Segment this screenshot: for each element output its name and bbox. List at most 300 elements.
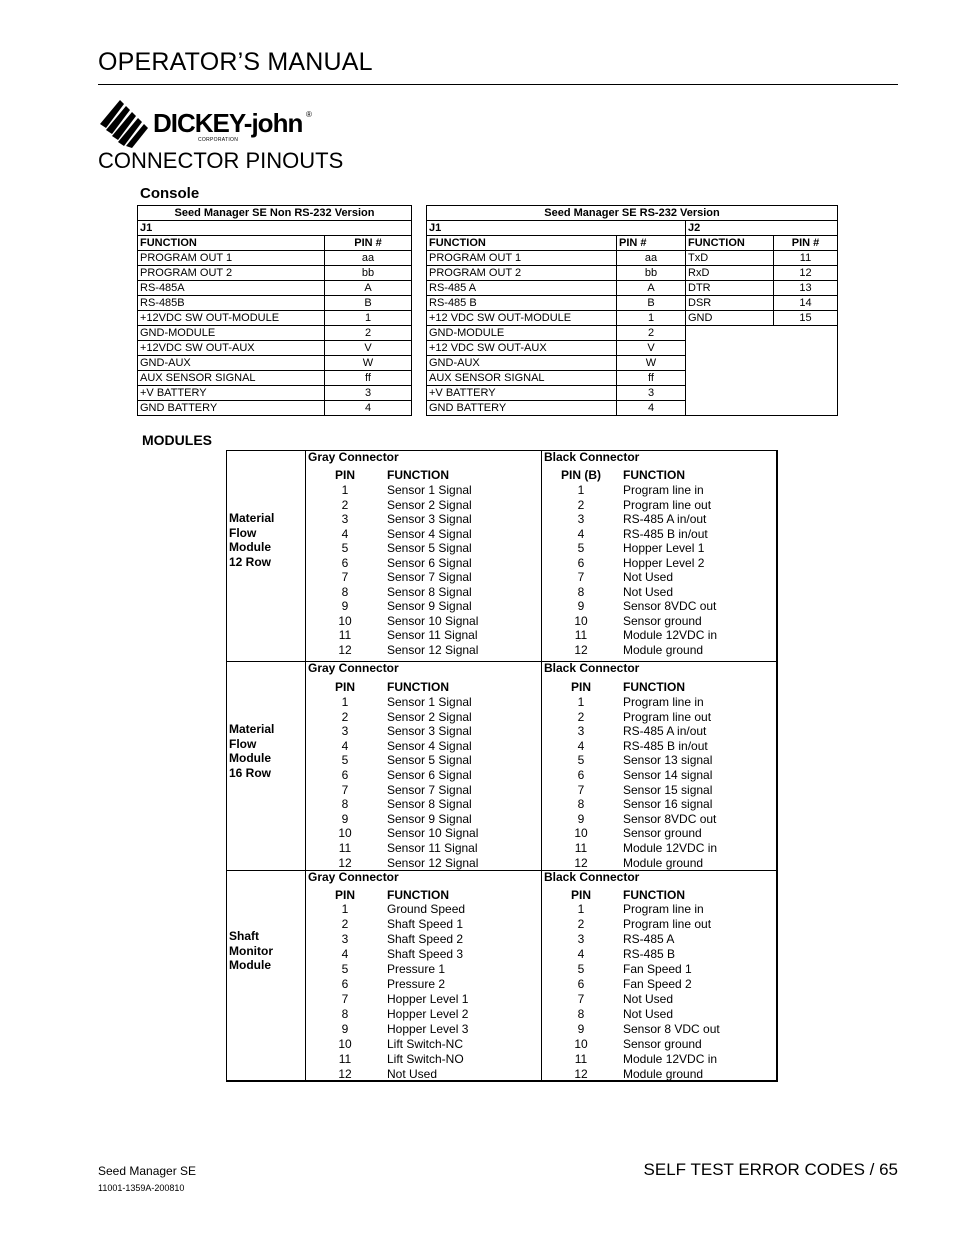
table-title: Seed Manager SE RS-232 Version (427, 206, 838, 221)
pin-cell: V (617, 341, 686, 356)
col-pin: PIN # (617, 236, 686, 251)
function-cell: PROGRAM OUT 2 (138, 266, 325, 281)
pin-cell: 2 (577, 917, 585, 931)
col-function: FUNCTION (138, 236, 325, 251)
black-connector-title: Black Connector (544, 661, 640, 675)
pin-cell: 10 (574, 826, 588, 841)
function-cell: RS-485 B in/out (623, 526, 708, 541)
j2-pin-cell: 11 (774, 251, 838, 266)
pin-cell: 8 (577, 797, 585, 812)
console-non-rs232-table (137, 205, 412, 416)
function-cell: Module 12VDC in (623, 841, 718, 855)
function-cell: Sensor 2 Signal (387, 709, 472, 724)
pin-cell: 3 (617, 386, 686, 401)
pin-cell: 6 (341, 555, 349, 570)
table-row (427, 281, 838, 296)
table-row (138, 371, 412, 386)
function-cell: Sensor 14 signal (623, 768, 713, 782)
function-cell: Module ground (623, 855, 704, 870)
function-cell: PROGRAM OUT 1 (138, 251, 325, 266)
function-cell: PROGRAM OUT 2 (427, 266, 617, 281)
function-cell: +12VDC SW OUT-MODULE (138, 311, 325, 326)
function-cell: Not Used (387, 1067, 438, 1081)
function-cell: Sensor 5 Signal (387, 541, 472, 555)
pin-cell: B (325, 296, 412, 311)
function-cell: Sensor 10 Signal (387, 826, 479, 841)
table-row (227, 498, 777, 512)
function-cell: Sensor ground (623, 1037, 702, 1051)
black-connector-title: Black Connector (544, 450, 640, 464)
connector-j1-label: J1 (427, 221, 686, 236)
function-cell: Hopper Level 3 (387, 1022, 469, 1036)
table-row (227, 614, 777, 628)
module-label-line: Flow (229, 525, 257, 540)
pin-cell: 7 (341, 570, 349, 584)
black-pin-header: PIN (571, 888, 592, 902)
function-cell: Lift Switch-NC (387, 1037, 464, 1051)
footer-product: Seed Manager SE (98, 1164, 197, 1178)
pin-cell: 9 (341, 811, 349, 826)
table-row (427, 296, 838, 311)
table-title: Seed Manager SE Non RS-232 Version (138, 206, 412, 221)
table-row (227, 1052, 777, 1066)
pin-cell: 1 (577, 902, 585, 916)
pin-cell: 4 (577, 947, 585, 961)
table-row (227, 797, 777, 811)
table-row (138, 386, 412, 401)
function-cell: Module ground (623, 1067, 704, 1081)
pin-cell: aa (617, 251, 686, 266)
pin-cell: 5 (341, 962, 349, 976)
pin-cell: 1 (341, 483, 349, 497)
pin-cell: 9 (341, 1022, 349, 1036)
pin-cell: 6 (341, 977, 349, 991)
function-cell: Shaft Speed 2 (387, 932, 464, 946)
function-cell: Sensor 12 Signal (387, 642, 479, 657)
j2-function-cell: DSR (686, 296, 774, 311)
pin-cell: 3 (341, 932, 349, 946)
table-row (227, 710, 777, 724)
pin-cell: 11 (574, 1052, 588, 1066)
pin-cell: 12 (338, 1067, 352, 1081)
pin-cell: 3 (577, 932, 585, 946)
pin-cell: 2 (341, 709, 349, 724)
header-rule (98, 84, 898, 85)
module-label-line: Monitor (229, 943, 273, 958)
pin-cell: 12 (574, 855, 588, 870)
function-cell: GND-AUX (427, 356, 617, 371)
pin-cell: 12 (338, 642, 352, 657)
pin-cell: 12 (574, 1067, 588, 1081)
table-row (227, 724, 777, 738)
function-cell: Sensor 1 Signal (387, 695, 472, 709)
pin-cell: 2 (325, 326, 412, 341)
pin-cell: 4 (325, 401, 412, 416)
gray-function-header: FUNCTION (387, 888, 449, 902)
pin-cell: bb (617, 266, 686, 281)
table-row (227, 1022, 777, 1036)
pin-cell: 9 (577, 1022, 585, 1036)
table-row (227, 1037, 777, 1051)
pin-cell: 4 (341, 738, 349, 753)
pin-cell: A (617, 281, 686, 296)
table-row (138, 266, 412, 281)
function-cell: Hopper Level 2 (387, 1007, 469, 1021)
table-row (227, 1067, 777, 1081)
module-label-line: Flow (229, 736, 257, 751)
function-cell: Module 12VDC in (623, 1052, 718, 1066)
gray-pin-header: PIN (335, 680, 356, 694)
function-cell: RS-485 A in/out (623, 512, 707, 526)
table-row (427, 251, 838, 266)
pin-cell: 4 (341, 526, 349, 541)
module-label-line: 16 Row (229, 765, 272, 780)
table-row (138, 326, 412, 341)
function-cell: Program line in (623, 902, 704, 916)
manual-title: OPERATOR’S MANUAL (98, 48, 373, 76)
table-row (138, 281, 412, 296)
function-cell: Program line out (623, 917, 712, 931)
pin-cell: 5 (577, 753, 585, 768)
pin-cell: 2 (341, 917, 349, 931)
function-cell: Sensor 8VDC out (623, 599, 717, 613)
pin-cell: W (617, 356, 686, 371)
function-cell: GND-AUX (138, 356, 325, 371)
function-cell: Sensor 4 Signal (387, 526, 472, 541)
table-row (227, 826, 777, 840)
table-row (227, 695, 777, 709)
function-cell: Sensor 7 Signal (387, 570, 472, 584)
function-cell: Hopper Level 2 (623, 555, 705, 570)
table-row (227, 947, 777, 961)
function-cell: Sensor 3 Signal (387, 512, 472, 526)
table-row (138, 311, 412, 326)
function-cell: Sensor 8VDC out (623, 811, 717, 826)
table-row (227, 736, 777, 753)
function-cell: RS-485B (138, 296, 325, 311)
function-cell: Not Used (623, 992, 674, 1006)
pin-cell: 1 (341, 902, 349, 916)
function-cell: Fan Speed 1 (623, 962, 692, 976)
pin-cell: 11 (574, 628, 588, 642)
pin-cell: 3 (577, 724, 585, 739)
pin-cell: 5 (577, 962, 585, 976)
function-cell: Sensor 4 Signal (387, 738, 472, 753)
console-rs232-table (426, 205, 838, 416)
function-cell: GND-MODULE (138, 326, 325, 341)
function-cell: Sensor 12 Signal (387, 855, 479, 870)
pin-cell: 6 (577, 555, 585, 570)
table-row (227, 570, 777, 584)
table-row (227, 628, 777, 642)
module-label-line: 12 Row (229, 554, 272, 569)
pin-cell: 9 (577, 811, 585, 826)
pin-cell: V (325, 341, 412, 356)
table-row (227, 856, 777, 870)
table-row (138, 296, 412, 311)
pin-cell: 11 (338, 628, 352, 642)
table-row (138, 341, 412, 356)
pin-cell: bb (325, 266, 412, 281)
function-cell: Sensor ground (623, 613, 702, 628)
function-cell: +V BATTERY (138, 386, 325, 401)
function-cell: Program line out (623, 709, 712, 724)
pin-cell: 8 (577, 1007, 585, 1021)
pin-cell: 4 (577, 526, 585, 541)
black-function-header: FUNCTION (623, 468, 685, 482)
table-row (138, 401, 412, 416)
function-cell: Not Used (623, 584, 674, 599)
function-cell: RS-485A (138, 281, 325, 296)
connector-j2-label: J2 (686, 221, 838, 236)
table-row (227, 753, 777, 767)
function-cell: +12VDC SW OUT-AUX (138, 341, 325, 356)
pin-cell: 7 (577, 992, 585, 1006)
table-row (227, 783, 777, 797)
pin-cell: 2 (341, 497, 349, 512)
function-cell: Sensor 5 Signal (387, 753, 472, 768)
table-row (227, 812, 777, 826)
col-function-j2: FUNCTION (686, 236, 774, 251)
pin-cell: 10 (338, 826, 352, 841)
j2-function-cell: GND (686, 311, 774, 326)
table-row (227, 977, 777, 991)
function-cell: Ground Speed (387, 902, 466, 916)
module-label-line: Shaft (229, 929, 259, 943)
table-row (227, 841, 777, 855)
function-cell: Sensor 1 Signal (387, 483, 472, 497)
module-label-line: Module (229, 958, 271, 972)
function-cell: Fan Speed 2 (623, 977, 692, 991)
j2-pin-cell: 15 (774, 311, 838, 326)
function-cell: Hopper Level 1 (623, 541, 705, 555)
gray-pin-header: PIN (335, 468, 356, 482)
col-pin-j2: PIN # (774, 236, 838, 251)
pin-cell: 3 (325, 386, 412, 401)
function-cell: Pressure 1 (387, 962, 446, 976)
table-row (227, 483, 777, 497)
function-cell: Sensor 6 Signal (387, 768, 472, 782)
pin-cell: 1 (325, 311, 412, 326)
function-cell: Shaft Speed 1 (387, 917, 464, 931)
function-cell: Sensor 8 Signal (387, 584, 472, 599)
j2-pin-cell: 13 (774, 281, 838, 296)
table-row (227, 527, 777, 541)
gray-function-header: FUNCTION (387, 680, 449, 694)
pin-cell: 8 (341, 1007, 349, 1021)
j2-pin-cell: 14 (774, 296, 838, 311)
function-cell: Sensor 2 Signal (387, 497, 472, 512)
function-cell: PROGRAM OUT 1 (427, 251, 617, 266)
gray-connector-title: Gray Connector (308, 870, 399, 884)
function-cell: Lift Switch-NO (387, 1052, 464, 1066)
console-heading: Console (140, 185, 200, 202)
pin-cell: 8 (577, 584, 585, 599)
table-row (427, 266, 838, 281)
table-row (227, 599, 777, 613)
function-cell: RS-485 A (623, 932, 675, 946)
pin-cell: 7 (341, 992, 349, 1006)
pin-cell: 8 (341, 797, 349, 812)
logo-corporation: CORPORATION (198, 137, 239, 143)
pin-cell: 4 (617, 401, 686, 416)
logo-registered: ® (306, 110, 312, 119)
function-cell: Sensor ground (623, 826, 702, 841)
table-row (227, 902, 777, 916)
function-cell: Sensor 10 Signal (387, 613, 479, 628)
function-cell: Sensor 11 Signal (387, 628, 478, 642)
j2-function-cell: DTR (686, 281, 774, 296)
pin-cell: ff (325, 371, 412, 386)
pin-cell: 3 (577, 512, 585, 526)
function-cell: RS-485 B in/out (623, 738, 708, 753)
connector-label: J1 (138, 221, 412, 236)
pin-cell: 3 (341, 724, 349, 739)
function-cell: +12 VDC SW OUT-MODULE (427, 311, 617, 326)
function-cell: Sensor 6 Signal (387, 555, 472, 570)
j2-function-cell: RxD (686, 266, 774, 281)
pin-cell: 7 (577, 570, 585, 584)
function-cell: Not Used (623, 1007, 674, 1021)
gray-pin-header: PIN (335, 888, 356, 902)
function-cell: Sensor 9 Signal (387, 599, 472, 613)
footer-page-label: SELF TEST ERROR CODES / 65 (643, 1160, 898, 1179)
pin-cell: 1 (341, 695, 349, 709)
pin-cell: 8 (341, 584, 349, 599)
function-cell: Sensor 8 Signal (387, 797, 472, 812)
function-cell: AUX SENSOR SIGNAL (427, 371, 617, 386)
function-cell: AUX SENSOR SIGNAL (138, 371, 325, 386)
j2-pin-cell: 12 (774, 266, 838, 281)
pin-cell: 3 (341, 512, 349, 526)
pin-cell: 1 (617, 311, 686, 326)
function-cell: Sensor 15 signal (623, 782, 713, 797)
function-cell: GND-MODULE (427, 326, 617, 341)
table-row (427, 326, 838, 341)
black-function-header: FUNCTION (623, 680, 685, 694)
function-cell: Module 12VDC in (623, 628, 718, 642)
function-cell: GND BATTERY (138, 401, 325, 416)
pin-cell: W (325, 356, 412, 371)
pin-cell: 12 (574, 642, 588, 657)
function-cell: Sensor 11 Signal (387, 841, 478, 855)
function-cell: Program line in (623, 483, 704, 497)
pin-cell: 12 (338, 855, 352, 870)
pin-cell: 10 (338, 613, 352, 628)
table-row (227, 962, 777, 976)
col-pin: PIN # (325, 236, 412, 251)
pin-cell: 11 (338, 1052, 352, 1066)
pin-cell: 10 (574, 613, 588, 628)
pin-cell: ff (617, 371, 686, 386)
table-row (227, 992, 777, 1006)
function-cell: Module ground (623, 642, 704, 657)
logo-wordmark: DICKEY-john (153, 108, 303, 138)
module-label-line: Module (229, 540, 271, 554)
function-cell: Sensor 7 Signal (387, 782, 472, 797)
j2-function-cell: TxD (686, 251, 774, 266)
function-cell: Sensor 16 signal (623, 797, 713, 812)
pin-cell: 1 (577, 695, 585, 709)
function-cell: Not Used (623, 570, 674, 584)
function-cell: Sensor 9 Signal (387, 811, 472, 826)
table-row (227, 643, 777, 657)
function-cell: Shaft Speed 3 (387, 947, 464, 961)
pin-cell: 9 (577, 599, 585, 613)
pin-cell: 6 (577, 768, 585, 782)
pin-cell: 6 (341, 768, 349, 782)
function-cell: Sensor 3 Signal (387, 724, 472, 739)
black-function-header: FUNCTION (623, 888, 685, 902)
dickey-john-logo (98, 96, 328, 150)
function-cell: Program line out (623, 497, 712, 512)
table-row (227, 1007, 777, 1021)
pin-cell: 11 (338, 841, 352, 855)
col-function: FUNCTION (427, 236, 617, 251)
function-cell: Sensor 8 VDC out (623, 1022, 720, 1036)
pin-cell: 7 (577, 782, 585, 797)
pin-cell: 5 (577, 541, 585, 555)
function-cell: +V BATTERY (427, 386, 617, 401)
function-cell: Sensor 13 signal (623, 753, 713, 768)
gray-connector-title: Gray Connector (308, 450, 399, 464)
modules-table (226, 450, 778, 1082)
pin-cell: 1 (577, 483, 585, 497)
pin-cell: A (325, 281, 412, 296)
function-cell: +12 VDC SW OUT-AUX (427, 341, 617, 356)
black-pin-header: PIN (B) (561, 468, 601, 482)
modules-heading: MODULES (142, 432, 212, 448)
pin-cell: 5 (341, 541, 349, 555)
section-title: CONNECTOR PINOUTS (98, 148, 344, 173)
pin-cell: B (617, 296, 686, 311)
pin-cell: 2 (577, 497, 585, 512)
table-row (227, 585, 777, 599)
function-cell: Pressure 2 (387, 977, 446, 991)
pin-cell: 5 (341, 753, 349, 768)
gray-function-header: FUNCTION (387, 468, 449, 482)
function-cell: RS-485 A (427, 281, 617, 296)
pin-cell: 2 (617, 326, 686, 341)
pin-cell: 11 (574, 841, 588, 855)
pin-cell: 2 (577, 709, 585, 724)
pin-cell: aa (325, 251, 412, 266)
function-cell: RS-485 B (427, 296, 617, 311)
function-cell: RS-485 B (623, 947, 676, 961)
table-row (227, 512, 777, 526)
table-row (138, 356, 412, 371)
pin-cell: 10 (338, 1037, 352, 1051)
pin-cell: 9 (341, 599, 349, 613)
function-cell: RS-485 A in/out (623, 724, 707, 739)
pin-cell: 10 (574, 1037, 588, 1051)
pin-cell: 7 (341, 782, 349, 797)
function-cell: Hopper Level 1 (387, 992, 469, 1006)
footer-doc-code: 11001-1359A-200810 (98, 1183, 185, 1193)
black-pin-header: PIN (571, 680, 592, 694)
function-cell: GND BATTERY (427, 401, 617, 416)
module-label-line: Material (229, 511, 275, 525)
pin-cell: 4 (577, 738, 585, 753)
table-row (427, 311, 838, 326)
table-row (227, 541, 777, 555)
logo-mark-icon (98, 96, 150, 150)
gray-connector-title: Gray Connector (308, 661, 399, 675)
module-label-line: Module (229, 751, 271, 765)
pin-cell: 4 (341, 947, 349, 961)
table-row (227, 932, 777, 946)
function-cell: Program line in (623, 695, 704, 709)
